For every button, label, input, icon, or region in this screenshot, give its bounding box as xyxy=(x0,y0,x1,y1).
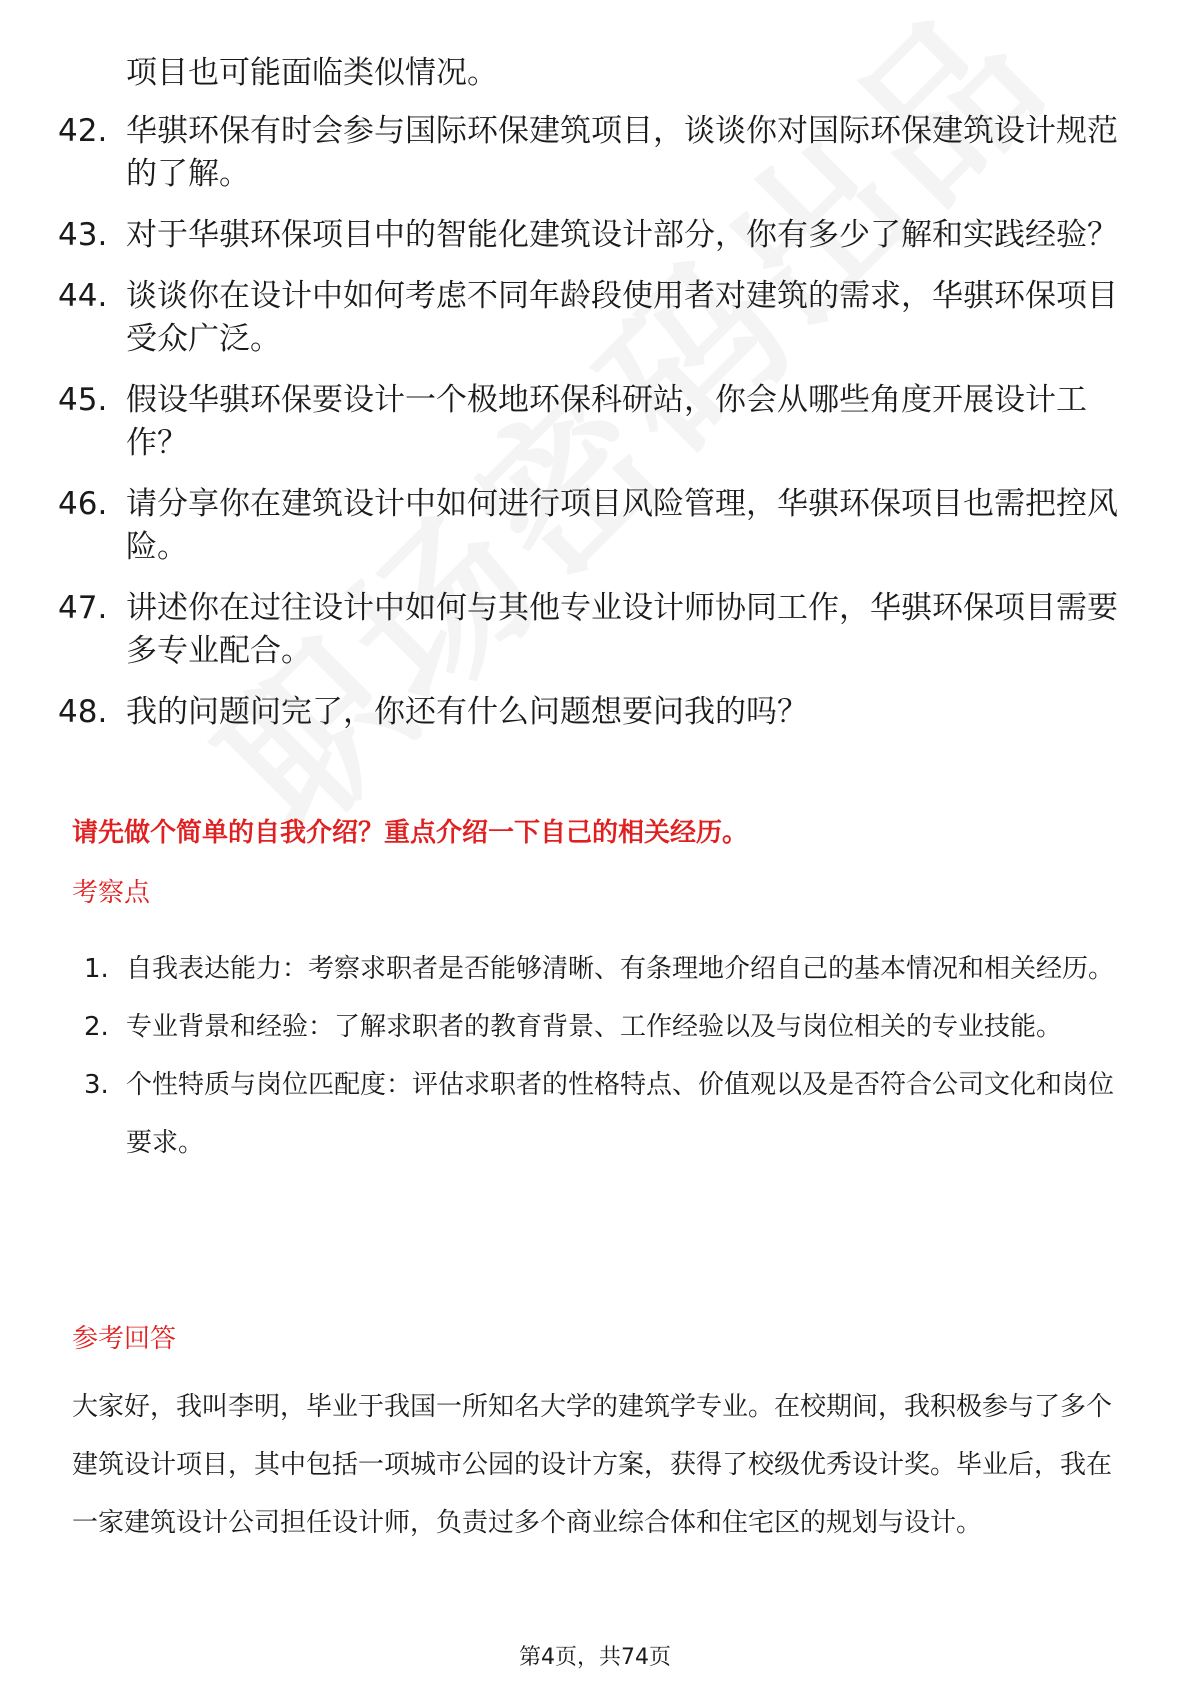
question-item xyxy=(58,587,1118,673)
question-text: 谈谈你在设计中如何考虑不同年龄段使用者对建筑的需求，华骐环保项目受众广泛。 xyxy=(126,278,1118,357)
point-number: 1. xyxy=(84,954,109,984)
question-number: 42. xyxy=(58,113,108,149)
question-list xyxy=(58,110,1118,752)
question-number: 43. xyxy=(58,217,108,253)
assessment-points-list xyxy=(84,940,1124,1172)
question-number: 47. xyxy=(58,590,108,626)
point-text: 个性特质与岗位匹配度：评估求职者的性格特点、价值观以及是否符合公司文化和岗位要求。 xyxy=(126,1070,1115,1158)
point-text: 专业背景和经验：了解求职者的教育背景、工作经验以及与岗位相关的专业技能。 xyxy=(126,1012,1063,1042)
assessment-points-heading: 考察点 xyxy=(72,878,151,908)
point-number: 2. xyxy=(84,1012,109,1042)
question-number: 46. xyxy=(58,486,108,522)
question-text: 假设华骐环保要设计一个极地环保科研站，你会从哪些角度开展设计工作？ xyxy=(126,382,1087,461)
question-item xyxy=(58,691,1118,734)
list-item xyxy=(84,940,1124,998)
page-footer: 第4页，共74页 xyxy=(519,1645,671,1670)
reference-answer-heading: 参考回答 xyxy=(72,1324,177,1354)
question-continuation: 项目也可能面临类似情况。 xyxy=(126,55,498,91)
question-number: 45. xyxy=(58,382,108,418)
question-item xyxy=(58,379,1118,465)
question-number: 48. xyxy=(58,694,108,730)
question-item xyxy=(58,483,1118,569)
question-item xyxy=(58,275,1118,361)
question-item xyxy=(58,214,1118,257)
list-item xyxy=(84,1056,1124,1172)
question-text: 对于华骐环保项目中的智能化建筑设计部分，你有多少了解和实践经验？ xyxy=(126,217,1118,253)
section-question-heading: 请先做个简单的自我介绍？重点介绍一下自己的相关经历。 xyxy=(72,818,749,848)
question-text: 请分享你在建筑设计中如何进行项目风险管理，华骐环保项目也需把控风险。 xyxy=(126,486,1118,565)
point-number: 3. xyxy=(84,1070,109,1100)
point-text: 自我表达能力：考察求职者是否能够清晰、有条理地介绍自己的基本情况和相关经历。 xyxy=(126,954,1115,984)
reference-answer-text: 大家好，我叫李明，毕业于我国一所知名大学的建筑学专业。在校期间，我积极参与了多个建筑设计项目，其中包括一项城市公园的设计方案，获得了校级优秀设计奖。毕业后，我在一家建筑设计公司担任设计师，负责过多个商业综合体和住宅区的规划与设计。 xyxy=(72,1392,1113,1538)
question-number: 44. xyxy=(58,278,108,314)
question-text: 华骐环保有时会参与国际环保建筑项目，谈谈你对国际环保建筑设计规范的了解。 xyxy=(126,113,1118,192)
question-text: 讲述你在过往设计中如何与其他专业设计师协同工作，华骐环保项目需要多专业配合。 xyxy=(126,590,1118,669)
question-item xyxy=(58,110,1118,196)
question-text: 我的问题问完了，你还有什么问题想要问我的吗？ xyxy=(126,694,808,730)
list-item xyxy=(84,998,1124,1056)
